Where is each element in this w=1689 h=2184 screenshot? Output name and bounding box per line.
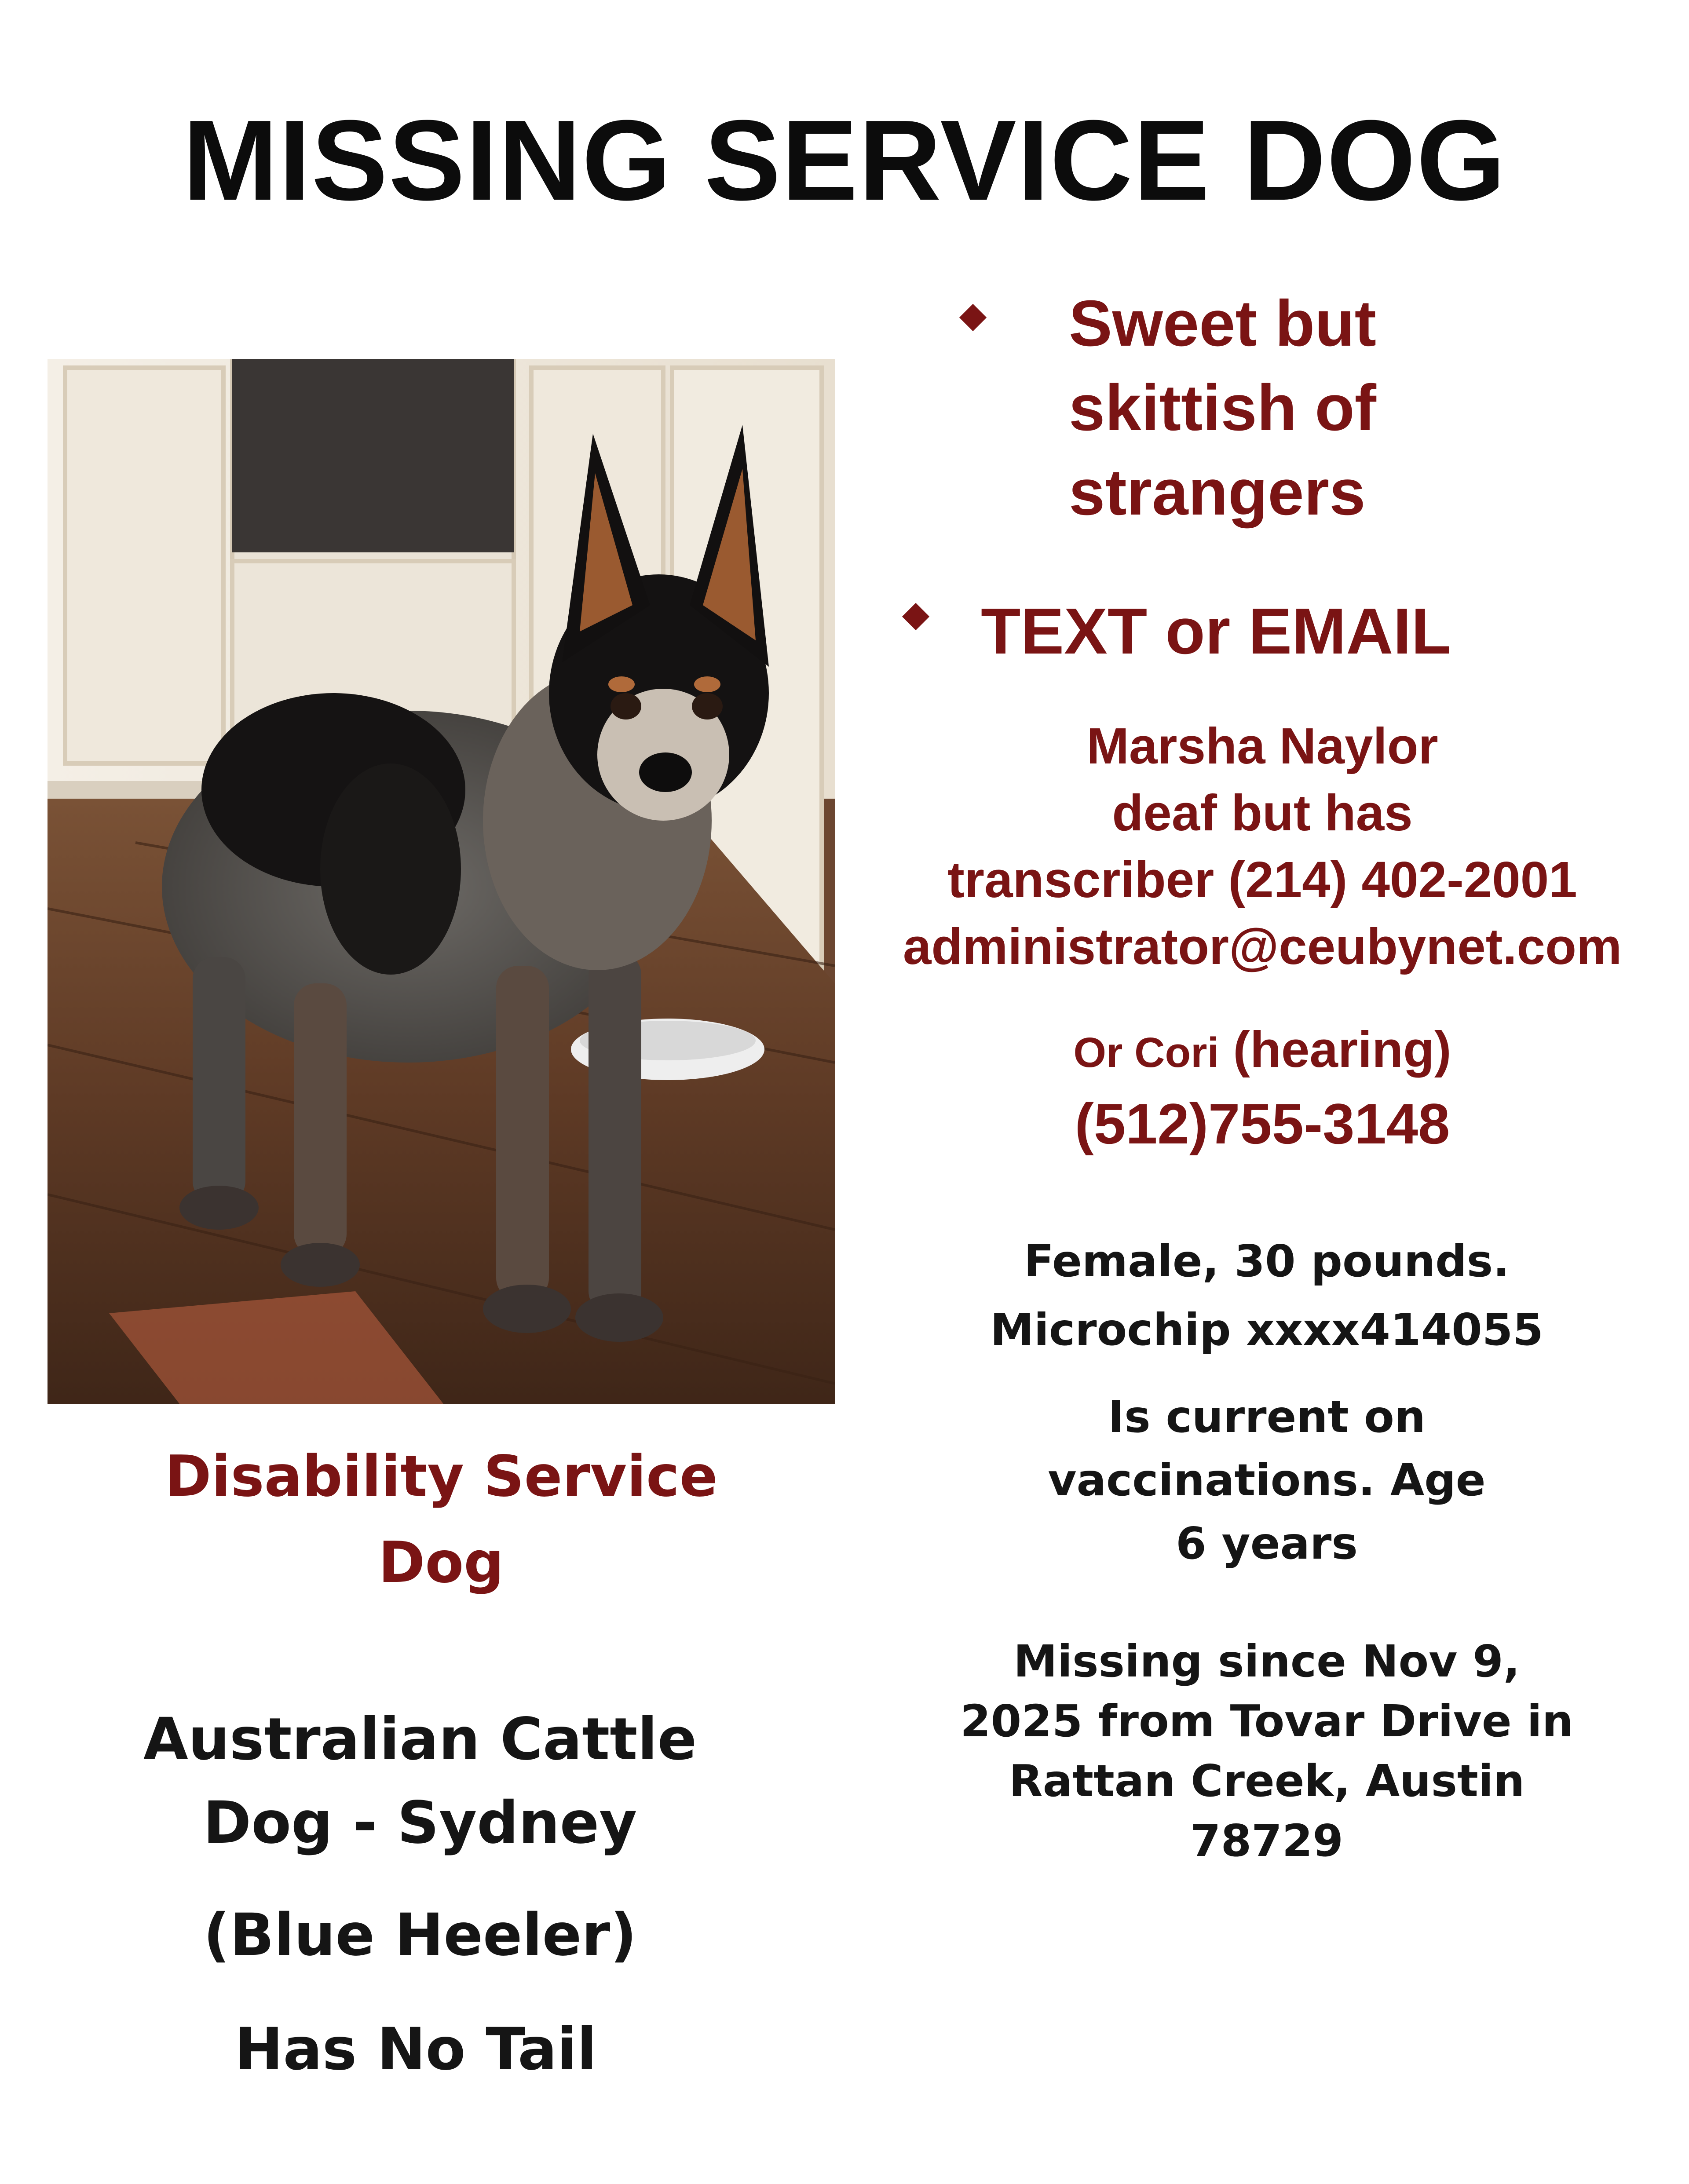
facts-block xyxy=(871,1227,1663,1364)
bullet-line: strangers xyxy=(1069,456,1366,529)
poster-headline: MISSING SERVICE DOG xyxy=(183,97,1506,224)
contact-block xyxy=(853,712,1671,980)
tail-note xyxy=(22,2005,809,2093)
breed-line-1: Australian Cattle xyxy=(143,1706,697,1773)
bullet-line: skittish of xyxy=(1069,372,1376,444)
alt-contact-prefix: Or Cori xyxy=(1073,1029,1219,1076)
service-dog-label xyxy=(48,1434,835,1606)
tail-line: Has No Tail xyxy=(234,2016,597,2083)
contact-email: administrator@ceubynet.com xyxy=(903,918,1622,975)
alt-contact-suffix: (hearing) xyxy=(1233,1021,1451,1078)
service-line-2: Dog xyxy=(378,1530,504,1596)
breed-line-3: (Blue Heeler) xyxy=(203,1901,637,1969)
bullet-diamond-icon xyxy=(959,304,987,331)
fact-sex-weight: Female, 30 pounds. xyxy=(1024,1235,1510,1287)
missing-since-block xyxy=(871,1632,1663,1871)
breed-alias xyxy=(26,1891,814,1979)
fact-microchip: Microchip xxxx414055 xyxy=(990,1304,1543,1355)
breed-label xyxy=(26,1698,814,1865)
bullet-line: TEXT or EMAIL xyxy=(981,595,1451,668)
bullet-temperament xyxy=(1012,281,1583,535)
missing-line-2: 2025 from Tovar Drive in xyxy=(960,1695,1573,1747)
bullet-line: Sweet but xyxy=(1069,287,1376,360)
missing-line-3: Rattan Creek, Austin xyxy=(1009,1755,1525,1807)
breed-line-2: Dog - Sydney xyxy=(203,1789,637,1857)
missing-line-4: 78729 xyxy=(1190,1815,1343,1866)
alt-contact-phone: (512)755-3148 xyxy=(1075,1092,1450,1156)
contact-transcriber-phone: transcriber (214) 402-2001 xyxy=(947,851,1577,908)
missing-line-1: Missing since Nov 9, xyxy=(1013,1636,1520,1687)
bullet-contact-method xyxy=(897,589,1557,674)
contact-note: deaf but has xyxy=(1112,784,1413,841)
service-line-1: Disability Service xyxy=(165,1444,718,1509)
alt-contact-block xyxy=(853,1016,1671,1161)
dog-photo xyxy=(48,359,835,1404)
fact-vaccination-1: Is current on xyxy=(1108,1391,1426,1443)
fact-vaccination-2: vaccinations. Age xyxy=(1048,1454,1486,1506)
fact-age: 6 years xyxy=(1176,1518,1358,1569)
facts-vaccination-block xyxy=(871,1385,1663,1575)
contact-name: Marsha Naylor xyxy=(1086,717,1438,774)
